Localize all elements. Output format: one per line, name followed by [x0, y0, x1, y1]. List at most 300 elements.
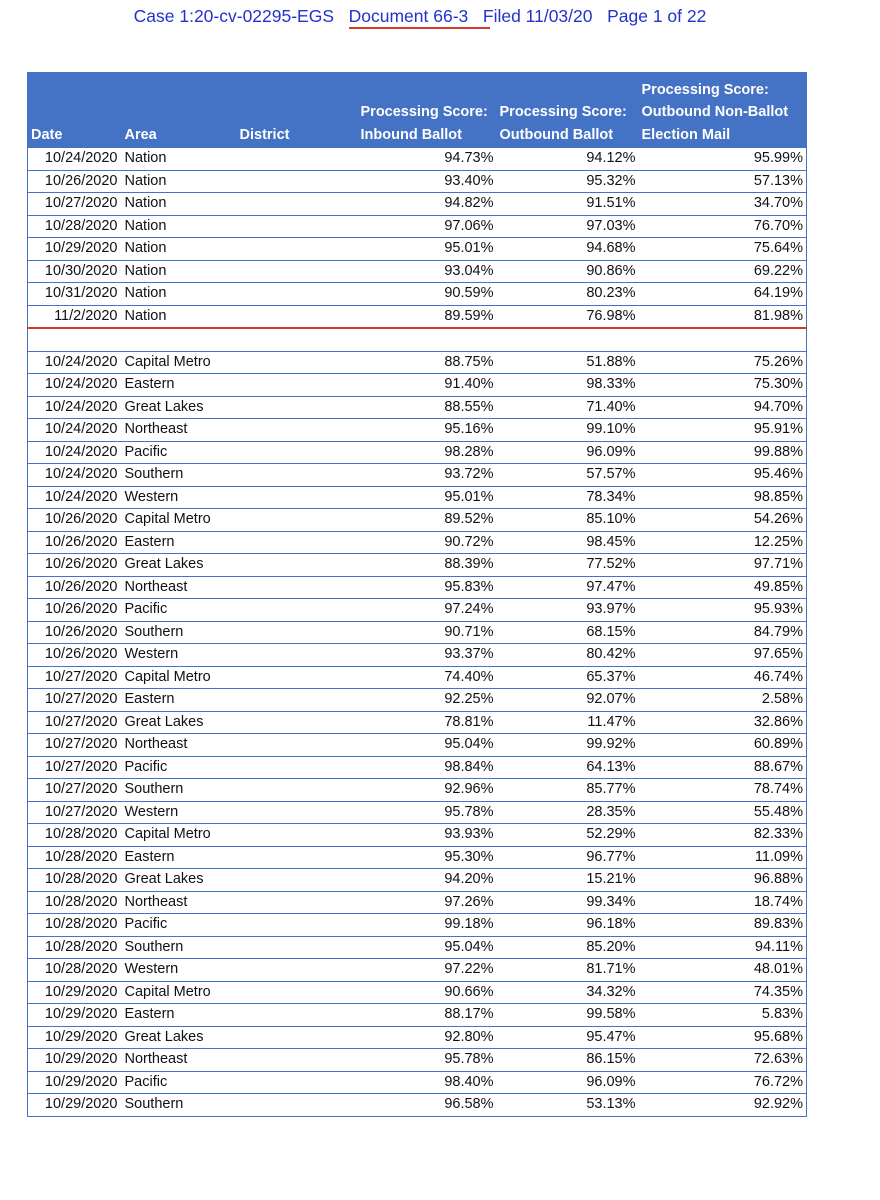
cell-district: [237, 1026, 358, 1049]
table-row: [28, 396, 807, 419]
cell-nonballot-score: 95.46%: [639, 464, 807, 487]
cell-district: [237, 914, 358, 937]
cell-area: Capital Metro: [122, 509, 237, 532]
cell-date: 10/26/2020: [28, 599, 122, 622]
cell-inbound-score: 88.55%: [358, 396, 497, 419]
spacer-cell: [358, 328, 497, 351]
cell-outbound-score: 85.20%: [497, 936, 639, 959]
cell-nonballot-score: 64.19%: [639, 283, 807, 306]
cell-date: 10/26/2020: [28, 509, 122, 532]
cell-date: 10/27/2020: [28, 734, 122, 757]
cell-inbound-score: 93.40%: [358, 170, 497, 193]
document-number: [349, 6, 469, 26]
cell-outbound-score: 85.77%: [497, 779, 639, 802]
cell-inbound-score: 92.25%: [358, 689, 497, 712]
cell-area: Eastern: [122, 689, 237, 712]
cell-inbound-score: 93.93%: [358, 824, 497, 847]
spacer-cell: [122, 328, 237, 351]
table-body: [28, 148, 807, 1116]
cell-nonballot-score: 69.22%: [639, 260, 807, 283]
cell-date: 10/24/2020: [28, 351, 122, 374]
table-header-row: [28, 72, 807, 148]
cell-inbound-score: 98.84%: [358, 756, 497, 779]
cell-date: 10/24/2020: [28, 419, 122, 442]
cell-date: 10/27/2020: [28, 193, 122, 216]
cell-nonballot-score: 94.70%: [639, 396, 807, 419]
cell-outbound-score: 96.77%: [497, 846, 639, 869]
cell-outbound-score: 28.35%: [497, 801, 639, 824]
cell-nonballot-score: 95.99%: [639, 148, 807, 170]
column-header-nonballot: [639, 72, 807, 148]
cell-nonballot-score: 84.79%: [639, 621, 807, 644]
spacer-cell: [639, 328, 807, 351]
cell-outbound-score: 86.15%: [497, 1049, 639, 1072]
table-row: [28, 801, 807, 824]
cell-area: Nation: [122, 170, 237, 193]
column-header-nonballot-line1: Processing Score:: [641, 81, 769, 98]
cell-district: [237, 1049, 358, 1072]
cell-outbound-score: 11.47%: [497, 711, 639, 734]
cell-district: [237, 351, 358, 374]
table-row: [28, 215, 807, 238]
cell-district: [237, 1071, 358, 1094]
cell-nonballot-score: 32.86%: [639, 711, 807, 734]
cell-date: 10/26/2020: [28, 554, 122, 577]
table-row: [28, 644, 807, 667]
cell-inbound-score: 97.06%: [358, 215, 497, 238]
cell-area: Western: [122, 959, 237, 982]
table-row: [28, 621, 807, 644]
cell-nonballot-score: 34.70%: [639, 193, 807, 216]
cell-area: Western: [122, 801, 237, 824]
cell-district: [237, 1004, 358, 1027]
cell-date: 10/29/2020: [28, 238, 122, 261]
cell-inbound-score: 98.28%: [358, 441, 497, 464]
cell-date: 10/28/2020: [28, 824, 122, 847]
cell-area: Western: [122, 644, 237, 667]
cell-inbound-score: 95.01%: [358, 486, 497, 509]
cell-area: Nation: [122, 193, 237, 216]
column-header-date: [28, 72, 122, 148]
cell-district: [237, 305, 358, 328]
case-number: Case 1:20-cv-02295-EGS: [133, 6, 335, 26]
cell-nonballot-score: 76.70%: [639, 215, 807, 238]
cell-inbound-score: 95.83%: [358, 576, 497, 599]
cell-area: Great Lakes: [122, 869, 237, 892]
spacer-cell: [237, 328, 358, 351]
cell-inbound-score: 95.78%: [358, 801, 497, 824]
cell-outbound-score: 80.23%: [497, 283, 639, 306]
cell-outbound-score: 76.98%: [497, 305, 639, 328]
cell-district: [237, 170, 358, 193]
table-row: [28, 824, 807, 847]
table-row: [28, 1004, 807, 1027]
cell-area: Northeast: [122, 576, 237, 599]
cell-district: [237, 193, 358, 216]
cell-date: 10/27/2020: [28, 779, 122, 802]
cell-outbound-score: 52.29%: [497, 824, 639, 847]
cell-outbound-score: 96.09%: [497, 1071, 639, 1094]
cell-date: 10/29/2020: [28, 1004, 122, 1027]
table-row: [28, 531, 807, 554]
cell-date: 10/26/2020: [28, 621, 122, 644]
cell-area: Nation: [122, 148, 237, 170]
cell-nonballot-score: 2.58%: [639, 689, 807, 712]
cell-area: Great Lakes: [122, 711, 237, 734]
cell-outbound-score: 57.57%: [497, 464, 639, 487]
cell-inbound-score: 88.17%: [358, 1004, 497, 1027]
cell-district: [237, 621, 358, 644]
cell-district: [237, 801, 358, 824]
table-row: [28, 666, 807, 689]
cell-area: Nation: [122, 238, 237, 261]
column-header-area: [122, 72, 237, 148]
cell-outbound-score: 95.47%: [497, 1026, 639, 1049]
cell-inbound-score: 90.59%: [358, 283, 497, 306]
cell-area: Northeast: [122, 891, 237, 914]
cell-date: 10/29/2020: [28, 1094, 122, 1117]
table-row: [28, 734, 807, 757]
cell-inbound-score: 99.18%: [358, 914, 497, 937]
cell-date: 10/27/2020: [28, 711, 122, 734]
cell-district: [237, 734, 358, 757]
cell-district: [237, 1094, 358, 1117]
cell-nonballot-score: 18.74%: [639, 891, 807, 914]
cell-outbound-score: 96.09%: [497, 441, 639, 464]
cell-outbound-score: 97.47%: [497, 576, 639, 599]
table-row: [28, 936, 807, 959]
cell-nonballot-score: 95.68%: [639, 1026, 807, 1049]
cell-inbound-score: 78.81%: [358, 711, 497, 734]
cell-outbound-score: 91.51%: [497, 193, 639, 216]
cell-nonballot-score: 5.83%: [639, 1004, 807, 1027]
cell-date: 10/31/2020: [28, 283, 122, 306]
cell-date: 10/27/2020: [28, 666, 122, 689]
cell-outbound-score: 93.97%: [497, 599, 639, 622]
cell-district: [237, 486, 358, 509]
cell-date: 10/24/2020: [28, 441, 122, 464]
table-row: [28, 170, 807, 193]
column-header-nonballot-line3: Election Mail: [641, 126, 731, 143]
cell-area: Northeast: [122, 419, 237, 442]
cell-date: 10/30/2020: [28, 260, 122, 283]
cell-outbound-score: 97.03%: [497, 215, 639, 238]
cell-area: Southern: [122, 464, 237, 487]
cell-date: 10/29/2020: [28, 981, 122, 1004]
table-row: [28, 1094, 807, 1117]
table-row: [28, 891, 807, 914]
cell-inbound-score: 95.04%: [358, 734, 497, 757]
table-row: [28, 148, 807, 170]
column-header-inbound-line2: Inbound Ballot: [360, 126, 462, 143]
table-row: [28, 238, 807, 261]
cell-area: Southern: [122, 621, 237, 644]
cell-area: Great Lakes: [122, 1026, 237, 1049]
cell-nonballot-score: 96.88%: [639, 869, 807, 892]
cell-area: Nation: [122, 215, 237, 238]
cell-district: [237, 441, 358, 464]
cell-area: Western: [122, 486, 237, 509]
column-header-nonballot-line2: Outbound Non-Ballot: [641, 104, 789, 120]
cell-inbound-score: 95.04%: [358, 936, 497, 959]
cell-area: Great Lakes: [122, 554, 237, 577]
cell-district: [237, 689, 358, 712]
cell-inbound-score: 90.66%: [358, 981, 497, 1004]
cell-outbound-score: 98.45%: [497, 531, 639, 554]
cell-area: Nation: [122, 260, 237, 283]
cell-outbound-score: 90.86%: [497, 260, 639, 283]
cell-inbound-score: 88.39%: [358, 554, 497, 577]
column-header-outbound-line2: Outbound Ballot: [499, 126, 614, 143]
cell-nonballot-score: 11.09%: [639, 846, 807, 869]
cell-nonballot-score: 81.98%: [639, 305, 807, 328]
cell-area: Southern: [122, 936, 237, 959]
cell-area: Nation: [122, 305, 237, 328]
table-row: [28, 914, 807, 937]
table-row: [28, 464, 807, 487]
cell-nonballot-score: 48.01%: [639, 959, 807, 982]
cell-nonballot-score: 78.74%: [639, 779, 807, 802]
cell-outbound-score: 85.10%: [497, 509, 639, 532]
cell-district: [237, 599, 358, 622]
page-indicator: Page 1 of 22: [607, 6, 707, 26]
cell-inbound-score: 97.24%: [358, 599, 497, 622]
cell-outbound-score: 80.42%: [497, 644, 639, 667]
cell-date: 10/29/2020: [28, 1049, 122, 1072]
cell-date: 10/28/2020: [28, 914, 122, 937]
table-row: [28, 1071, 807, 1094]
cell-outbound-score: 96.18%: [497, 914, 639, 937]
cell-outbound-score: 98.33%: [497, 374, 639, 397]
cell-inbound-score: 97.26%: [358, 891, 497, 914]
cell-district: [237, 374, 358, 397]
cell-date: 10/29/2020: [28, 1071, 122, 1094]
cell-outbound-score: 15.21%: [497, 869, 639, 892]
table-row: [28, 1026, 807, 1049]
table-row: [28, 756, 807, 779]
cell-nonballot-score: 60.89%: [639, 734, 807, 757]
cell-nonballot-score: 49.85%: [639, 576, 807, 599]
cell-date: 10/28/2020: [28, 215, 122, 238]
column-header-date-label: Date: [31, 126, 63, 143]
cell-district: [237, 531, 358, 554]
cell-inbound-score: 88.75%: [358, 351, 497, 374]
cell-outbound-score: 99.10%: [497, 419, 639, 442]
cell-nonballot-score: 82.33%: [639, 824, 807, 847]
cell-district: [237, 666, 358, 689]
cell-outbound-score: 65.37%: [497, 666, 639, 689]
cell-district: [237, 824, 358, 847]
cell-district: [237, 554, 358, 577]
cell-outbound-score: 51.88%: [497, 351, 639, 374]
cell-area: Pacific: [122, 1071, 237, 1094]
cell-inbound-score: 94.82%: [358, 193, 497, 216]
cell-inbound-score: 90.72%: [358, 531, 497, 554]
case-header: [0, 6, 840, 27]
spacer-cell: [497, 328, 639, 351]
cell-inbound-score: 94.20%: [358, 869, 497, 892]
cell-district: [237, 711, 358, 734]
cell-date: 10/26/2020: [28, 531, 122, 554]
cell-nonballot-score: 72.63%: [639, 1049, 807, 1072]
cell-nonballot-score: 75.64%: [639, 238, 807, 261]
cell-nonballot-score: 97.71%: [639, 554, 807, 577]
cell-district: [237, 936, 358, 959]
cell-area: Capital Metro: [122, 351, 237, 374]
cell-outbound-score: 95.32%: [497, 170, 639, 193]
table-row: [28, 711, 807, 734]
cell-date: 10/24/2020: [28, 148, 122, 170]
cell-outbound-score: 53.13%: [497, 1094, 639, 1117]
cell-nonballot-score: 55.48%: [639, 801, 807, 824]
cell-date: 10/24/2020: [28, 374, 122, 397]
cell-date: 10/27/2020: [28, 756, 122, 779]
cell-outbound-score: 99.92%: [497, 734, 639, 757]
table-row: [28, 576, 807, 599]
column-header-district-label: District: [239, 126, 290, 143]
cell-nonballot-score: 74.35%: [639, 981, 807, 1004]
cell-district: [237, 644, 358, 667]
cell-area: Northeast: [122, 734, 237, 757]
cell-nonballot-score: 46.74%: [639, 666, 807, 689]
cell-date: 10/28/2020: [28, 869, 122, 892]
cell-date: 10/26/2020: [28, 576, 122, 599]
cell-nonballot-score: 95.93%: [639, 599, 807, 622]
table-row: [28, 509, 807, 532]
table-row: [28, 374, 807, 397]
cell-inbound-score: 93.04%: [358, 260, 497, 283]
cell-area: Eastern: [122, 1004, 237, 1027]
cell-district: [237, 509, 358, 532]
cell-inbound-score: 89.59%: [358, 305, 497, 328]
column-header-area-label: Area: [124, 126, 157, 143]
cell-inbound-score: 90.71%: [358, 621, 497, 644]
cell-district: [237, 396, 358, 419]
cell-nonballot-score: 97.65%: [639, 644, 807, 667]
cell-area: Capital Metro: [122, 981, 237, 1004]
cell-nonballot-score: 98.85%: [639, 486, 807, 509]
cell-area: Eastern: [122, 531, 237, 554]
cell-inbound-score: 97.22%: [358, 959, 497, 982]
cell-nonballot-score: 94.11%: [639, 936, 807, 959]
table-row: [28, 1049, 807, 1072]
cell-nonballot-score: 12.25%: [639, 531, 807, 554]
cell-nonballot-score: 57.13%: [639, 170, 807, 193]
cell-outbound-score: 94.68%: [497, 238, 639, 261]
cell-date: 10/27/2020: [28, 801, 122, 824]
cell-area: Capital Metro: [122, 666, 237, 689]
filed-date: Filed 11/03/20: [482, 6, 593, 26]
cell-district: [237, 148, 358, 170]
cell-district: [237, 464, 358, 487]
table-row: [28, 441, 807, 464]
cell-date: 10/24/2020: [28, 464, 122, 487]
cell-area: Eastern: [122, 374, 237, 397]
table-row: [28, 260, 807, 283]
cell-outbound-score: 94.12%: [497, 148, 639, 170]
table-row: [28, 554, 807, 577]
table-row: [28, 869, 807, 892]
cell-inbound-score: 89.52%: [358, 509, 497, 532]
cell-date: 10/29/2020: [28, 1026, 122, 1049]
column-header-outbound: [497, 72, 639, 148]
table-row: [28, 981, 807, 1004]
cell-area: Southern: [122, 1094, 237, 1117]
cell-inbound-score: 93.72%: [358, 464, 497, 487]
cell-outbound-score: 77.52%: [497, 554, 639, 577]
cell-area: Pacific: [122, 441, 237, 464]
cell-outbound-score: 34.32%: [497, 981, 639, 1004]
cell-area: Nation: [122, 283, 237, 306]
cell-date: 10/26/2020: [28, 170, 122, 193]
cell-nonballot-score: 88.67%: [639, 756, 807, 779]
cell-date: 11/2/2020: [28, 305, 122, 328]
cell-nonballot-score: 75.30%: [639, 374, 807, 397]
table-row: [28, 193, 807, 216]
cell-nonballot-score: 92.92%: [639, 1094, 807, 1117]
cell-date: 10/26/2020: [28, 644, 122, 667]
cell-outbound-score: 99.34%: [497, 891, 639, 914]
cell-inbound-score: 95.30%: [358, 846, 497, 869]
cell-area: Capital Metro: [122, 824, 237, 847]
cell-date: 10/24/2020: [28, 396, 122, 419]
cell-inbound-score: 74.40%: [358, 666, 497, 689]
cell-district: [237, 215, 358, 238]
cell-district: [237, 238, 358, 261]
cell-district: [237, 576, 358, 599]
table-row: [28, 351, 807, 374]
cell-inbound-score: 92.96%: [358, 779, 497, 802]
document-number-text: Document 66-3: [348, 6, 469, 26]
cell-nonballot-score: 99.88%: [639, 441, 807, 464]
cell-district: [237, 981, 358, 1004]
cell-nonballot-score: 54.26%: [639, 509, 807, 532]
cell-district: [237, 869, 358, 892]
cell-date: 10/28/2020: [28, 891, 122, 914]
cell-inbound-score: 95.01%: [358, 238, 497, 261]
cell-date: 10/28/2020: [28, 936, 122, 959]
cell-inbound-score: 98.40%: [358, 1071, 497, 1094]
cell-nonballot-score: 75.26%: [639, 351, 807, 374]
cell-outbound-score: 64.13%: [497, 756, 639, 779]
cell-inbound-score: 95.16%: [358, 419, 497, 442]
cell-district: [237, 891, 358, 914]
cell-outbound-score: 78.34%: [497, 486, 639, 509]
cell-district: [237, 846, 358, 869]
document-underline: [349, 27, 491, 29]
table-row: [28, 419, 807, 442]
cell-outbound-score: 68.15%: [497, 621, 639, 644]
column-header-inbound: [358, 72, 497, 148]
cell-district: [237, 756, 358, 779]
cell-district: [237, 959, 358, 982]
table-row: [28, 779, 807, 802]
table-row: [28, 959, 807, 982]
processing-score-table: [27, 72, 807, 1117]
cell-outbound-score: 99.58%: [497, 1004, 639, 1027]
table-row: [28, 689, 807, 712]
cell-area: Pacific: [122, 914, 237, 937]
cell-outbound-score: 92.07%: [497, 689, 639, 712]
cell-district: [237, 419, 358, 442]
cell-area: Northeast: [122, 1049, 237, 1072]
cell-nonballot-score: 89.83%: [639, 914, 807, 937]
cell-district: [237, 260, 358, 283]
table-row: [28, 486, 807, 509]
cell-area: Eastern: [122, 846, 237, 869]
cell-inbound-score: 94.73%: [358, 148, 497, 170]
cell-date: 10/28/2020: [28, 846, 122, 869]
